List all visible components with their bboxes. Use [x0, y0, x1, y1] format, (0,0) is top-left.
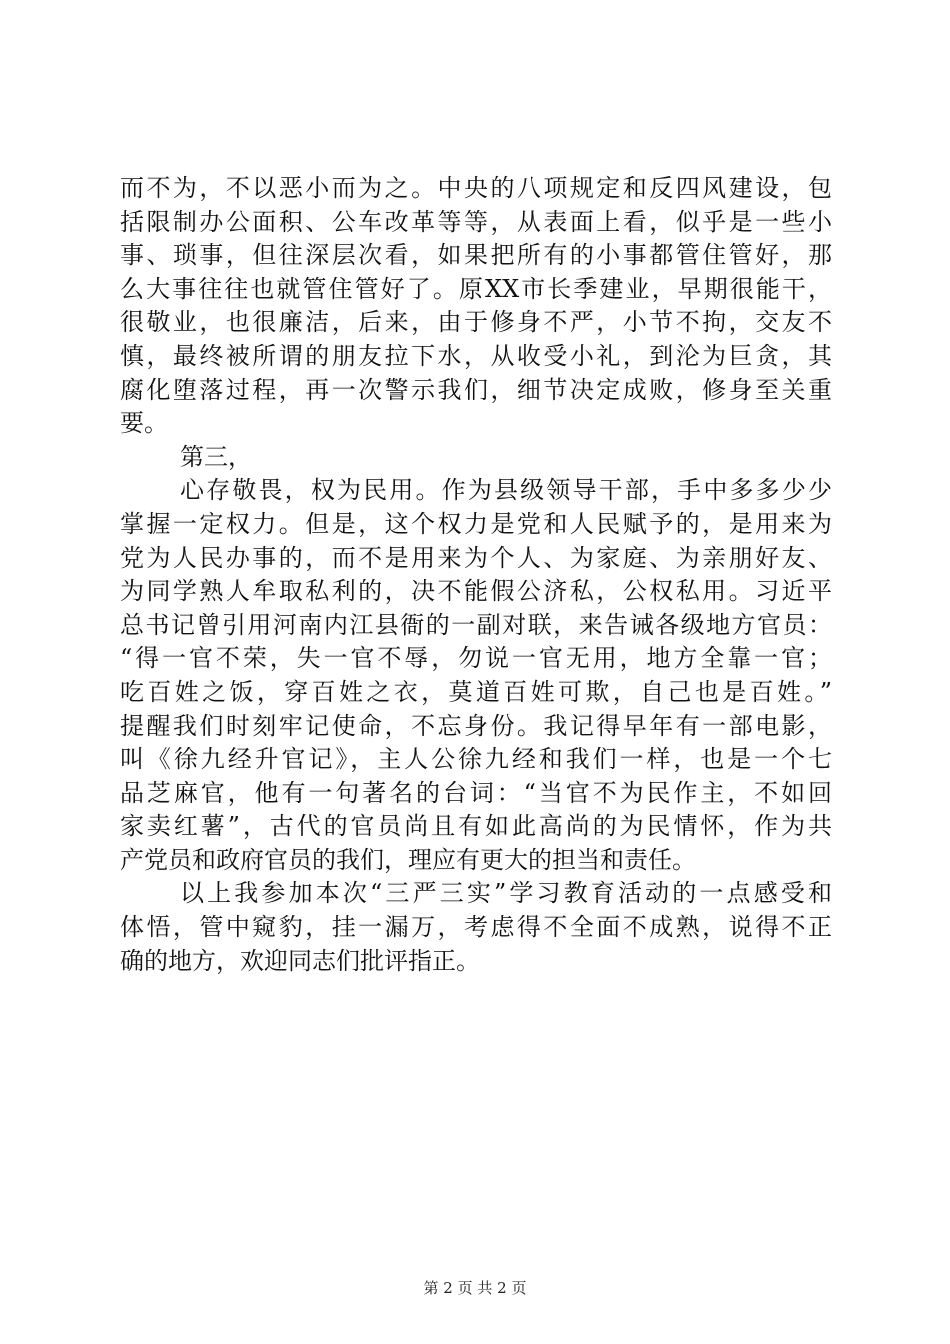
text-line: 慎，最终被所谓的朋友拉下水，从收受小礼，到沦为巨贪，其	[120, 341, 832, 370]
text-line: 吃百姓之饭，穿百姓之衣，莫道百姓可欺，自己也是百姓。”	[120, 677, 832, 706]
section-heading-third	[120, 441, 832, 475]
page-number-footer: 第 2 页 共 2 页	[423, 1279, 527, 1297]
text-line: 第三，	[180, 442, 252, 471]
text-line: 提醒我们时刻牢记使命，不忘身份。我记得早年有一部电影，	[120, 711, 832, 740]
text-line: 总书记曾引用河南内江县衙的一副对联，来告诫各级地方官员：	[120, 610, 832, 639]
text-line: 叫《徐九经升官记》，主人公徐九经和我们一样，也是一个七	[120, 745, 832, 774]
text-line: 事、琐事，但往深层次看，如果把所有的小事都管住管好，那	[120, 241, 832, 270]
text-line: 家卖红薯”，古代的官员尚且有如此高尚的为民情怀，作为共	[120, 812, 832, 841]
text-line: 括限制办公面积、公车改革等等，从表面上看，似乎是一些小	[120, 207, 832, 236]
paragraph-continuation	[120, 172, 832, 441]
text-line: 心存敬畏，权为民用。作为县级领导干部，手中多多少少	[180, 476, 832, 505]
text-line: 确的地方，欢迎同志们批评指正。	[120, 946, 480, 975]
text-line: 产党员和政府官员的我们，理应有更大的担当和责任。	[120, 845, 696, 874]
text-line: 掌握一定权力。但是，这个权力是党和人民赋予的，是用来为	[120, 509, 832, 538]
text-line: 以上我参加本次“三严三实”学习教育活动的一点感受和	[180, 879, 832, 908]
document-body	[120, 172, 832, 978]
paragraph-conclusion	[120, 877, 832, 978]
text-line: 很敬业，也很廉洁，后来，由于修身不严，小节不拘，交友不	[120, 308, 832, 337]
text-line: 体悟，管中窥豹，挂一漏万，考虑得不全面不成熟，说得不正	[120, 913, 832, 942]
text-line: 为同学熟人牟取私利的，决不能假公济私，公权私用。习近平	[120, 577, 832, 606]
paragraph-respect-power	[120, 474, 832, 877]
text-line: 要。	[120, 409, 168, 438]
text-line: 而不为，不以恶小而为之。中央的八项规定和反四风建设，包	[120, 174, 832, 202]
text-line: 么大事往往也就管住管好了。原XX市长季建业，早期很能干，	[120, 274, 832, 303]
text-line: 党为人民办事的，而不是用来为个人、为家庭、为亲朋好友、	[120, 543, 832, 572]
text-line: 腐化堕落过程，再一次警示我们，细节决定成败，修身至关重	[120, 375, 832, 404]
text-line: 品芝麻官，他有一句著名的台词：“当官不为民作主，不如回	[120, 778, 832, 807]
text-line: “得一官不荣，失一官不辱，勿说一官无用，地方全靠一官；	[120, 644, 832, 673]
